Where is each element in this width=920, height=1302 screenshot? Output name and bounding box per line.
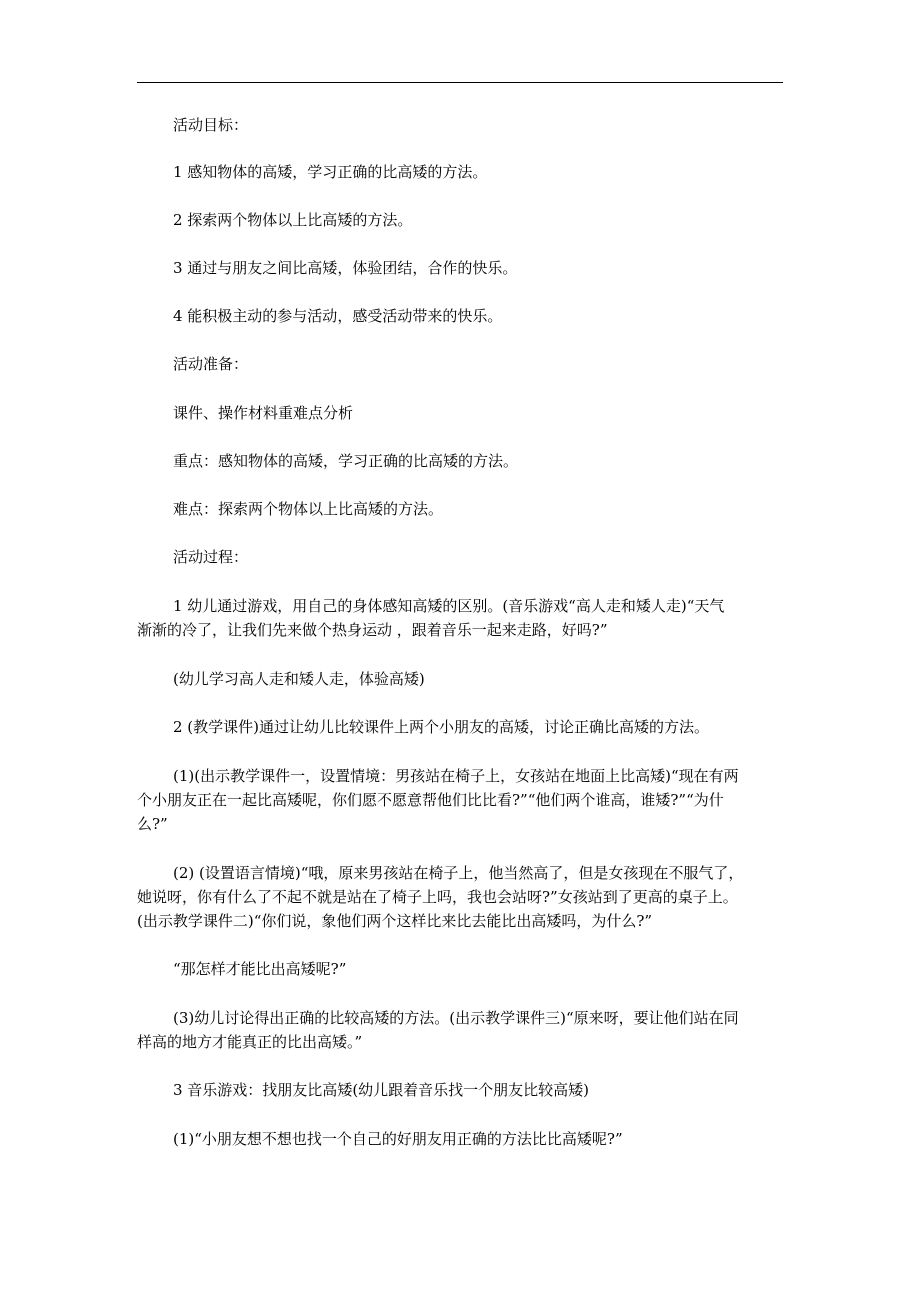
preparation-materials: 课件、操作材料重难点分析 (173, 404, 354, 422)
step-2-sub-2-line-2: 她说呀，你有什么了不起不就是站在了椅子上吗，我也会站呀?”女孩站到了更高的桌子上。 (137, 888, 738, 906)
step-2-question: “那怎样才能比出高矮呢?” (173, 960, 347, 978)
step-1-line-1: 1 幼儿通过游戏，用自己的身体感知高矮的区别。(音乐游戏“高人走和矮人走)“天气 (173, 597, 725, 615)
step-2-sub-3-line-1: (3)幼儿讨论得出正确的比较高矮的方法。(出示教学课件三)“原来呀，要让他们站在同 (173, 1009, 739, 1027)
step-3-sub-1: (1)“小朋友想不想也找一个自己的好朋友用正确的方法比比高矮呢?” (173, 1130, 623, 1148)
goal-1: 1 感知物体的高矮，学习正确的比高矮的方法。 (173, 163, 488, 181)
step-2-sub-1-line-3: 么?” (137, 815, 168, 833)
heading-activity-preparation: 活动准备： (173, 355, 249, 373)
goal-4: 4 能积极主动的参与活动，感受活动带来的快乐。 (173, 307, 503, 325)
step-2-sub-1-line-2: 个小朋友正在一起比高矮呢，你们愿不愿意帮他们比比看?”“他们两个谁高，谁矮?”“为什 (137, 791, 724, 809)
goal-3: 3 通过与朋友之间比高矮，体验团结，合作的快乐。 (173, 259, 518, 277)
difficult-point: 难点：探索两个物体以上比高矮的方法。 (173, 500, 444, 518)
key-point: 重点：感知物体的高矮，学习正确的比高矮的方法。 (173, 452, 519, 470)
step-1-line-2: 渐渐的冷了，让我们先来做个热身运动 ，跟着音乐一起来走路，好吗?” (137, 621, 608, 639)
step-2-sub-3-line-2: 样高的地方才能真正的比出高矮。” (137, 1033, 363, 1051)
step-2-sub-2-line-1: (2) (设置语言情境)“哦，原来男孩站在椅子上，他当然高了，但是女孩现在不服气了， (173, 864, 744, 882)
goal-2: 2 探索两个物体以上比高矮的方法。 (173, 211, 413, 229)
step-3: 3 音乐游戏：找朋友比高矮(幼儿跟着音乐找一个朋友比较高矮) (173, 1081, 590, 1099)
header-rule (137, 82, 783, 83)
step-1-note: (幼儿学习高人走和矮人走，体验高矮) (173, 670, 425, 688)
step-2-sub-2-line-3: (出示教学课件二)“你们说，象他们两个这样比来比去能比出高矮吗，为什么?” (137, 912, 653, 930)
step-2-sub-1-line-1: (1)(出示教学课件一，设置情境：男孩站在椅子上，女孩站在地面上比高矮)“现在有两 (173, 767, 739, 785)
heading-activity-process: 活动过程： (173, 548, 249, 566)
step-2: 2 (教学课件)通过让幼儿比较课件上两个小朋友的高矮，讨论正确比高矮的方法。 (173, 718, 710, 736)
heading-activity-goals: 活动目标： (173, 116, 249, 134)
